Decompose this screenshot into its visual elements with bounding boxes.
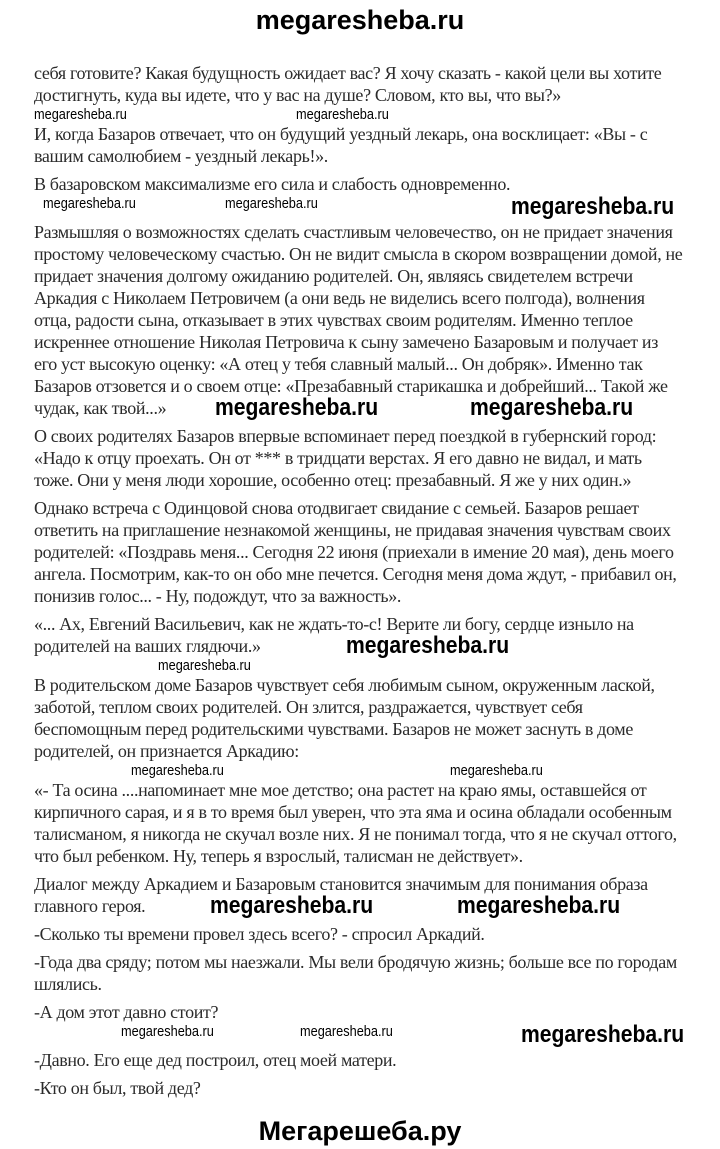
text-row <box>0 84 720 106</box>
text-line: его уст высокую оценку: «А отец у тебя славный малый... Он добряк». Именно так <box>34 354 643 374</box>
text-line: что был ребенком. Ну, теперь я взрослый, талисман не действует». <box>34 846 523 866</box>
text-row <box>0 801 720 823</box>
text-line: талисманом, я никогда не скучал возле них. Я не понимал тогда, что я не скучал оттого, <box>34 824 677 844</box>
text-row <box>0 923 720 945</box>
text-row <box>0 331 720 353</box>
text-line: кирпичного сарая, и я в то время был уверен, что эта яма и осина обладали особенным <box>34 802 672 822</box>
text-line: И, когда Базаров отвечает, что он будущий уездный лекарь, она восклицает: «Вы - с <box>34 124 648 144</box>
text-line: -Давно. Его еще дед построил, отец моей матери. <box>34 1050 397 1070</box>
watermark: megaresheba.ru <box>296 106 389 123</box>
text-line: В родительском доме Базаров чувствует себя любимым сыном, окруженным лаской, <box>34 675 655 695</box>
watermark: megaresheba.ru <box>34 106 127 123</box>
text-row <box>0 823 720 845</box>
text-line: «... Ах, Евгений Васильевич, как не ждать-то-с! Верите ли богу, сердце изныло на <box>34 614 634 634</box>
text-row <box>0 447 720 469</box>
text-row <box>0 892 720 919</box>
text-line: Аркадия с Николаем Петровичем (а они ведь не виделись всего полгода), волнения <box>34 288 645 308</box>
watermark-row <box>0 762 720 779</box>
site-footer: Мегарешеба.ру <box>258 1116 462 1146</box>
text-line: «Надо к отцу проехать. Он от *** в тридцати верстах. Я его давно не видал, и мать <box>34 448 642 468</box>
watermark: megaresheba.ru <box>210 892 374 919</box>
text-line: придает значения долгому ожиданию родителей. Он, являясь свидетелем встречи <box>34 266 633 286</box>
text-row <box>0 221 720 243</box>
text-row <box>0 740 720 762</box>
text-line: заботой, теплом своих родителей. Он злится, раздражается, чувствует себя <box>34 697 583 717</box>
watermark: megaresheba.ru <box>300 1023 393 1040</box>
watermark: megaresheba.ru <box>131 762 224 779</box>
watermark: megaresheba.ru <box>450 762 543 779</box>
text-line: Базаров отзовется и о своем отце: «Презабавный старикашка и добрейший... Такой же <box>34 376 668 396</box>
text-line: -Кто он был, твой дед? <box>34 1078 201 1098</box>
site-header: megaresheba.ru <box>255 5 465 35</box>
text-line: «- Та осина ....напоминает мне мое детство; она растет на краю ямы, оставшейся от <box>34 780 647 800</box>
text-line: В базаровском максимализме его сила и слабость одновременно. <box>34 174 511 194</box>
watermark-row <box>0 106 720 123</box>
text-line: главного героя. <box>34 896 146 916</box>
text-line: ответить на приглашение незнакомой женщины, не придавая значения чувствам своих <box>34 520 671 540</box>
watermark: megaresheba.ru <box>521 1021 685 1048</box>
text-row <box>0 243 720 265</box>
text-line: Однако встреча с Одинцовой снова отодвигает свидание с семьей. Базаров решает <box>34 498 639 518</box>
text-row <box>0 309 720 331</box>
text-row <box>0 145 720 167</box>
text-line: родителей, он признается Аркадию: <box>34 741 299 761</box>
text-line: -Года два сряду; потом мы наезжали. Мы вели бродячую жизнь; больше все по городам <box>34 952 677 972</box>
watermark-row <box>0 195 720 221</box>
text-line: -Сколько ты времени провел здесь всего? - спросил Аркадий. <box>34 924 485 944</box>
text-row <box>0 519 720 541</box>
text-line: вашим самолюбием - уездный лекарь!». <box>34 146 328 166</box>
text-row <box>0 394 720 421</box>
text-row <box>0 1001 720 1023</box>
watermark-row <box>0 657 720 674</box>
text-line: шлялись. <box>34 974 102 994</box>
document-body <box>0 62 720 1099</box>
text-row <box>0 779 720 801</box>
text-line: Диалог между Аркадием и Базаровым становится значимым для понимания образа <box>34 874 648 894</box>
text-row <box>0 62 720 84</box>
text-row <box>0 287 720 309</box>
text-line: родителей: «Поздравь меня... Сегодня 22 июня (приехали в имение 20 мая), день моего <box>34 542 674 562</box>
text-row <box>0 469 720 491</box>
text-line: понизив голос... - Ну, подождут, что за важность». <box>34 586 401 606</box>
text-line: беспомощным перед родительскими чувствами. Базаров не может заснуть в доме <box>34 719 633 739</box>
watermark: megaresheba.ru <box>470 394 634 421</box>
text-row <box>0 585 720 607</box>
text-row <box>0 265 720 287</box>
text-line: искреннее отношение Николая Петровича к сыну замечено Базаровым и получает из <box>34 332 658 352</box>
text-line: достигнуть, куда вы идете, что у вас на душе? Словом, кто вы, что вы?» <box>34 85 561 105</box>
text-row <box>0 674 720 696</box>
text-line: отца, радости сына, отказывает в этих чувствах своим родителям. Именно теплое <box>34 310 633 330</box>
text-line: родителей на ваших глядючи.» <box>34 636 261 656</box>
text-row <box>0 497 720 519</box>
text-row <box>0 1077 720 1099</box>
text-line: Размышляя о возможностях сделать счастливым человечество, он не придает значения <box>34 222 673 242</box>
text-row <box>0 696 720 718</box>
text-line: себя готовите? Какая будущность ожидает вас? Я хочу сказать - какой цели вы хотите <box>34 63 662 83</box>
watermark: megaresheba.ru <box>215 394 379 421</box>
text-line: чудак, как твой...» <box>34 398 167 418</box>
text-line: тоже. Они у меня люди хорошие, особенно отец: презабавный. Я же у них один.» <box>34 470 632 490</box>
watermark: megaresheba.ru <box>121 1023 214 1040</box>
text-line: простому человеческому счастью. Он не видит смысла в скором возвращении домой, не <box>34 244 683 264</box>
watermark: megaresheba.ru <box>225 195 318 212</box>
text-row <box>0 973 720 995</box>
watermark: megaresheba.ru <box>511 193 675 220</box>
watermark: megaresheba.ru <box>457 892 621 919</box>
text-row <box>0 951 720 973</box>
text-row <box>0 845 720 867</box>
text-row <box>0 718 720 740</box>
text-row <box>0 1049 720 1071</box>
text-row <box>0 353 720 375</box>
watermark-row <box>0 1023 720 1049</box>
text-line: -А дом этот давно стоит? <box>34 1002 219 1022</box>
text-row <box>0 123 720 145</box>
text-row <box>0 425 720 447</box>
watermark: megaresheba.ru <box>346 632 510 659</box>
text-line: О своих родителях Базаров впервые вспоминает перед поездкой в губернский город: <box>34 426 657 446</box>
watermark: megaresheba.ru <box>158 657 251 674</box>
text-row <box>0 173 720 195</box>
text-row <box>0 541 720 563</box>
text-row <box>0 632 720 659</box>
text-row <box>0 563 720 585</box>
watermark: megaresheba.ru <box>43 195 136 212</box>
text-line: ангела. Посмотрим, как-то он обо мне печется. Сегодня меня дома ждут, - прибавил он, <box>34 564 677 584</box>
